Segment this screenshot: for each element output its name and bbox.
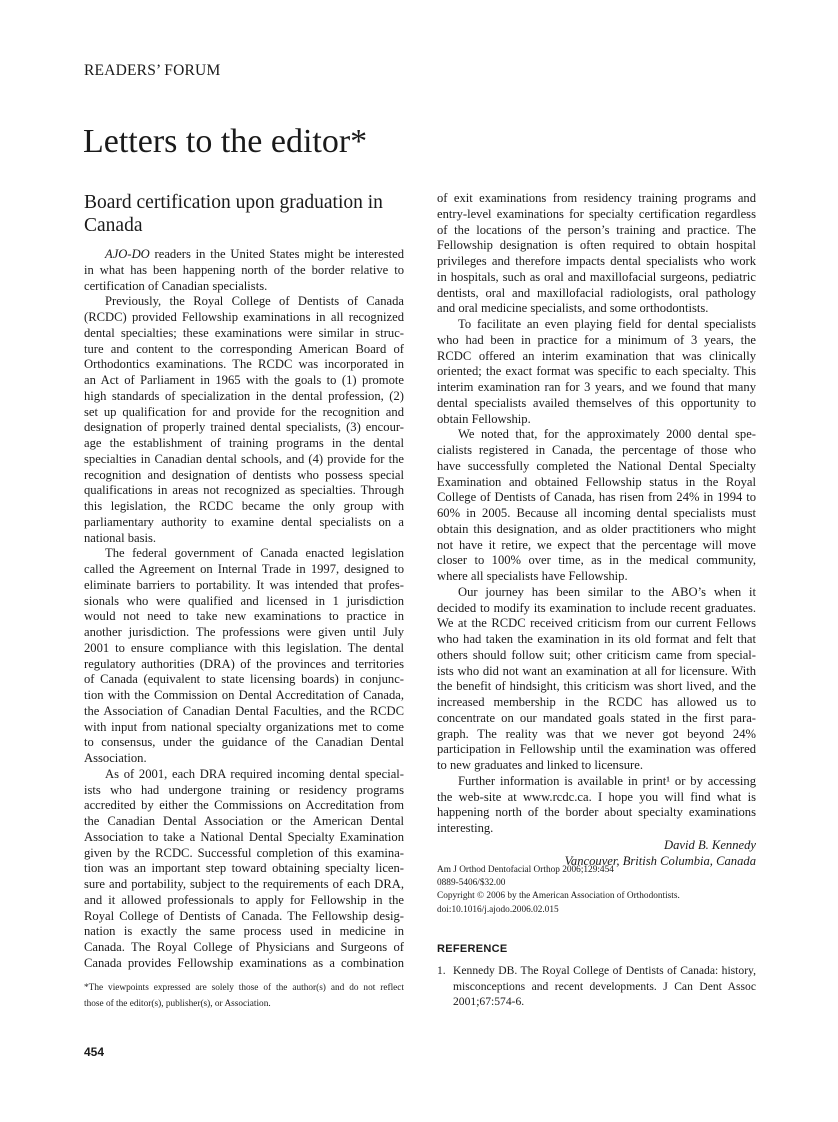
text-line: who had been in practice for a minimum of 3 years, the [437,332,756,347]
text-line: national basis. [84,530,157,545]
text-line: To facilitate an even playing field for dental specialists [458,317,756,331]
text-line: specialties in Canadian dental schools, and (4) provide for the [84,451,404,466]
text-line: increased membership in the RCDC has allowed us to [437,695,756,709]
text-line: designation of properly trained dental specialists, (3) encour- [84,420,404,435]
right-column [437,191,756,837]
text-line: decided to modify its examination to include recent graduates. [437,600,756,615]
text-line: 2001;67:574-6. [453,995,525,1009]
text-line: another jurisdiction. The professions were given until July [84,625,404,639]
text-line: accredited by either the Commissions on Accreditation from [84,798,404,813]
text-line: The federal government of Canada enacted legislation [105,546,404,561]
article-heading-line: Canada [84,215,143,236]
paragraph [84,546,404,767]
text-line: recognition and designation of dentists who possess special [84,467,404,482]
text-line: in what has been happening north of the border relative to [84,262,404,277]
text-line: of the locations of the person’s training and practice. The [437,222,756,237]
text-line: others should follow suit; other criticism came from special- [437,647,756,662]
text-line: the Association of Canadian Dental Faculties, and the RCDC [84,703,404,718]
text-line: tion was an important step toward obtaining specialty licen- [84,861,404,876]
text-line: misconceptions and recent developments. J Can Dent Assoc [453,979,756,993]
text-line: dental specialties; these examinations were similar in struc- [84,325,404,340]
citation-issn: 0889-5406/$32.00 [437,878,506,889]
text-line: Our journey has been similar to the ABO’s when it [458,584,756,599]
text-line: of exit examinations from residency training programs and [437,191,756,205]
paragraph [437,585,756,774]
signature-location: Vancouver, British Columbia, Canada [564,854,756,868]
text-line: Canada provides Fellowship examinations as a combination [84,955,404,970]
text-line: the Canadian Dental Association or the American Dental [84,814,404,828]
reference-text [453,963,756,1010]
reference-heading: REFERENCE [437,943,508,955]
text-line: the web-site at www.rcdc.ca. I hope you will find what is [437,789,756,804]
text-line: dental specialists availed themselves of this opportunity to [437,395,756,410]
section-label: READERS’ FORUM [84,62,221,79]
text-line: Orthodontics examinations. The RCDC was incorporated in [84,357,404,372]
reference-list [437,963,756,1010]
text-line: high standards of specialization in the dental profession, (2) [84,388,404,403]
text-line: an Act of Parliament in 1965 with the goals to (1) promote [84,373,404,387]
text-line: happening north of the border about specialty examinations [437,805,756,820]
text-line: interim examination ran for 3 years, and we found that many [437,380,756,394]
text-line: Canada. The Royal College of Physicians and Surgeons of [84,940,404,954]
text-line: participation in Fellowship until the examination was offered [437,742,756,757]
paragraph [84,767,404,972]
text-line: Association. [84,751,147,765]
page-number: 454 [84,1045,105,1059]
text-line [84,247,404,263]
text-line: Association to take a National Dental Specialty Examination [84,829,404,844]
text-line: have successfully completed the National Dental Specialty [437,458,756,473]
text-line: oriented; the exact format was specific to each specialty. This [437,364,756,379]
text-line: We at the RCDC received criticism from our current Fellows [437,616,756,631]
text-line: ists who had undergone training or residency programs [84,782,404,797]
text-line: interesting. [437,821,494,835]
text-line: not have it retire, we expect that the percentage will move [437,537,756,552]
paragraph [84,294,404,546]
text-line: obtain this designation, and as older practitioners who might [437,521,756,536]
citation-block [437,864,680,917]
text-line: who had taken the examination in its old format and felt that [437,632,756,646]
text-line: closer to 100% over time, as in the medical community, [437,553,756,568]
text-line: graph. The reality was that we never got beyond 24% [437,726,756,741]
text-line: eliminate barriers to portability. It was intended that profes- [84,577,404,592]
text-line: parliamentary authority to examine dental specialists on a [84,514,404,529]
text-line: this legislation, the RCDC became the only group with [84,499,404,513]
text-line: and it allowed professionals to apply for Fellowship in the [84,892,404,907]
text-line: to consensus, under the guidance of the Canadian Dental [84,735,404,750]
text-line: ists who did not want an examination at all for licensure. With [437,663,756,678]
reference-item [437,963,756,1010]
text-line: certification of Canadian specialists. [84,278,268,293]
article-heading [84,191,414,237]
text-line: We noted that, for the approximately 2000 dental spe- [458,427,756,442]
text-line: would not need to take new examinations to practice in [84,609,404,624]
text-line: concentrate on our mandated goals stated in the first para- [437,710,756,725]
text-line: called the Agreement on Internal Trade in 1997, designed to [84,562,404,576]
text-line: Previously, the Royal College of Dentists of Canada [105,294,404,309]
text-line: and oral medicine specialists, and some orthodontists. [437,301,709,316]
text-line: Kennedy DB. The Royal College of Dentists of Canada: history, [453,964,756,977]
text-line: Fellowship designation is often required to obtain hospital [437,238,756,253]
paragraph [84,247,404,294]
text-line: obtain Fellowship. [437,411,531,426]
left-column [84,247,404,972]
text-line: with input from national specialty organizations met to come [84,719,404,734]
paragraph [437,427,756,585]
text-line: dentists, oral and maxillofacial radiologists, oral pathology [437,285,756,300]
text-line: 2001 to ensure compliance with this legislation. The dental [84,640,404,655]
text-line: age the establishment of training programs in the dental [84,436,404,450]
text-line: the benefit of hindsight, this criticism was short lived, and the [437,679,756,694]
text-line: College of Dentists of Canada, has risen from 24% in 1994 to [437,490,756,505]
text-line: privileges and therefore impacts dental specialists who work [437,254,756,268]
paragraph [437,774,756,837]
text-line: where all specialists have Fellowship. [437,569,628,583]
page-title: Letters to the editor* [83,123,368,160]
italic-text: AJO-DO [105,247,150,261]
text-line: 60% in 2005. Because all incoming dental specialists must [437,506,756,520]
text-line: sure and portability, subject to the requirements of each DRA, [84,877,404,891]
text-line: regulatory authorities (DRA) of the provinces and territories [84,656,404,671]
text-line: entry-level examinations for specialty certification regardless [437,206,756,221]
text-line: cialists registered in Canada, the percentage of those who [437,443,756,457]
paragraph [437,191,756,317]
text-line: Examination and obtained Fellowship status in the Royal [437,474,756,489]
text-line: set up qualification for and provide for the recognition and [84,404,404,419]
reference-number: 1. [437,964,446,977]
citation-journal: Am J Orthod Dentofacial Orthop 2006;129:454 [437,865,614,875]
text-line: nation is exactly the same process used in medicine in [84,924,404,939]
text-line: tion with the Commission on Dental Accreditation of Canada, [84,688,404,702]
citation-copyright: Copyright © 2006 by the American Association of Orthodontists. [437,891,680,902]
text-line: sionals who were qualified and licensed in 1 jurisdiction [84,593,404,608]
text-line: RCDC offered an interim examination that was clinically [437,348,756,363]
text-line: (RCDC) provided Fellowship examinations in all recognized [84,310,404,324]
footnote [84,981,404,1011]
text-line: given by the RCDC. Successful completion of this examina- [84,845,404,860]
text-line: Royal College of Dentists of Canada. The Fellowship desig- [84,908,404,923]
citation-doi: doi:10.1016/j.ajodo.2006.02.015 [437,904,559,915]
footnote-line: *The viewpoints expressed are solely those of the author(s) and do not reflect [84,983,404,993]
signature-author: David B. Kennedy [664,838,756,852]
text-line: ture and content to the corresponding American Board of [84,341,404,356]
text-line: As of 2001, each DRA required incoming dental special- [105,766,404,781]
text-line: to new graduates and linked to licensure. [437,758,643,772]
text-line: Further information is available in print¹ or by accessing [458,773,756,788]
text-line: of Canada (equivalent to state licensing boards) in conjunc- [84,672,404,687]
article-heading-line: Board certification upon graduation in [84,192,383,213]
text-line: in hospitals, such as oral and maxillofacial surgeons, pediatric [437,269,756,284]
paragraph [437,317,756,427]
footnote-line: those of the editor(s), publisher(s), or Association. [84,998,271,1009]
text-line: qualifications in areas not recognized as specialties. Through [84,483,404,498]
text-segment: readers in the United States might be interested [149,247,404,261]
